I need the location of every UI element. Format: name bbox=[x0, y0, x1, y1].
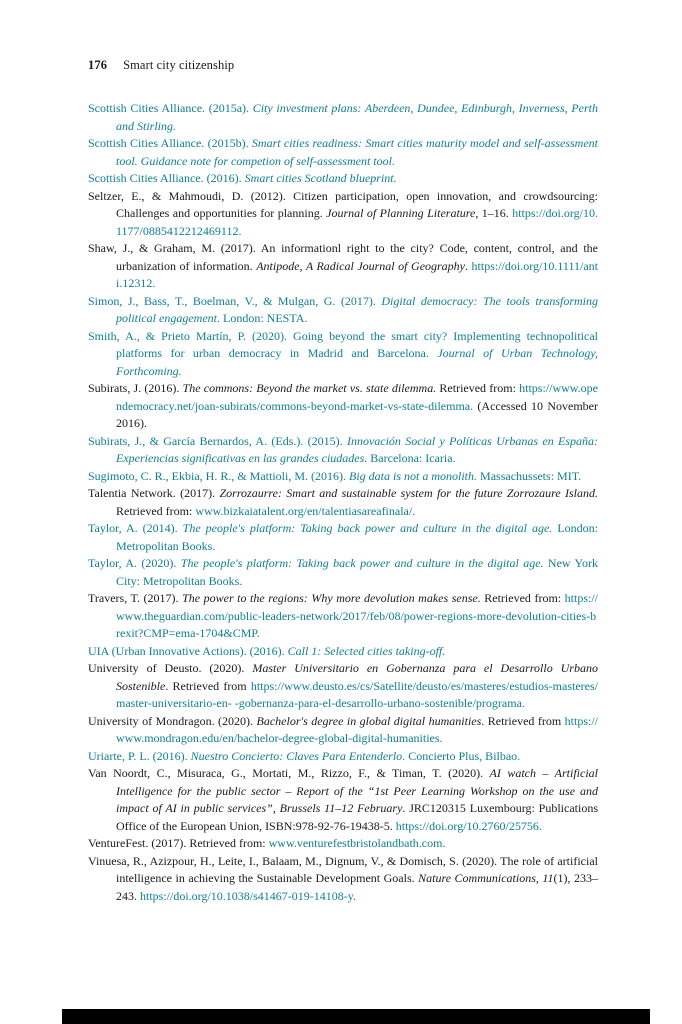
reference-link-text[interactable]: Smart cities readiness: Smart cities maturity model and self-assessment tool. Guidance note for competion of self-assessment tool. bbox=[116, 136, 598, 168]
reference-text: Retrieved from: bbox=[480, 591, 565, 605]
reference-text: Retrieved from: bbox=[116, 503, 196, 518]
reference-text: Nature Communications, 11 bbox=[418, 871, 554, 885]
reference-text: Retrieved from: bbox=[436, 381, 520, 395]
running-title: Smart city citizenship bbox=[123, 58, 235, 72]
reference-text: . JRC120315 Luxembourg: Publications Office of the European Union, ISBN:978-92-76-19438-5. bbox=[116, 801, 598, 833]
reference-link-text[interactable]: London: Metropolitan Books. bbox=[116, 521, 598, 553]
reference-link-text[interactable]: . Concierto Plus, Bilbao. bbox=[402, 748, 521, 763]
reference-text: University of Deusto. (2020). bbox=[88, 661, 253, 675]
reference-text: The commons: Beyond the market vs. state dilemma. bbox=[182, 381, 437, 395]
reference-entry bbox=[88, 765, 598, 835]
reference-link-text[interactable]: Big data is not a monolith. bbox=[349, 468, 478, 483]
reference-link-text[interactable]: UIA (Urban Innovative Actions). (2016). bbox=[88, 643, 288, 658]
reference-text: Van Noordt, C., Misuraca, G., Mortati, M., Rizzo, F., & Timan, T. (2020). bbox=[88, 766, 490, 780]
reference-entry bbox=[88, 240, 598, 293]
reference-link-text[interactable]: Call 1: Selected cities taking-off. bbox=[287, 643, 446, 658]
reference-link-text[interactable]: . Barcelona: Icaria. bbox=[364, 451, 456, 465]
reference-text: (1), 233–243. bbox=[116, 871, 598, 903]
reference-text: The power to the regions: Why more devolution makes sense. bbox=[182, 591, 481, 605]
reference-text: VentureFest. (2017). Retrieved from: bbox=[88, 836, 269, 850]
reference-entry bbox=[88, 100, 598, 135]
reference-entry bbox=[88, 485, 598, 520]
reference-text: , 1–16. bbox=[475, 206, 513, 220]
reference-link-text[interactable]: Simon, J., Bass, T., Boelman, V., & Mulgan, G. (2017). bbox=[88, 293, 382, 308]
reference-url-link[interactable]: www.venturefestbristolandbath.com. bbox=[268, 836, 446, 850]
reference-url-link[interactable]: https://doi.org/10.1111/anti.12312. bbox=[116, 258, 598, 290]
reference-text: . Retrieved from bbox=[165, 678, 251, 693]
reference-entry bbox=[88, 660, 598, 713]
reference-entry bbox=[88, 555, 598, 590]
reference-entry bbox=[88, 433, 598, 468]
reference-link-text[interactable]: Smith, A., & Prieto Martín, P. (2020). Going beyond the smart city? Implementing technopolitical platforms for urban democracy in Madrid and Barcelona. bbox=[88, 328, 598, 360]
reference-link-text[interactable]: Journal of Urban Technology, Forthcoming. bbox=[116, 346, 598, 378]
reference-entry bbox=[88, 643, 598, 661]
reference-link-text[interactable]: City investment plans: Aberdeen, Dundee, Edinburgh, Inverness, Perth and Stirling. bbox=[116, 101, 598, 133]
reference-link-text[interactable]: Taylor, A. (2014). bbox=[88, 521, 183, 535]
reference-link-text[interactable]: Innovación Social y Políticas Urbanas en España: Experiencias significativas en las grandes ciudades bbox=[116, 433, 598, 465]
reference-link-text[interactable]: Scottish Cities Alliance. (2016). bbox=[88, 171, 245, 185]
reference-text: (Accessed 10 November 2016). bbox=[116, 398, 598, 430]
reference-text: Journal of Planning Literature bbox=[326, 206, 476, 220]
reference-entry bbox=[88, 590, 598, 643]
reference-entry bbox=[88, 853, 598, 906]
reference-link-text[interactable]: Sugimoto, C. R., Ekbia, H. R., & Mattioli, M. (2016). bbox=[88, 468, 350, 483]
page-header bbox=[88, 58, 598, 73]
reference-link-text[interactable]: New York City: Metropolitan Books. bbox=[116, 556, 598, 588]
page-number: 176 bbox=[88, 58, 108, 72]
reference-text: . Retrieved from bbox=[481, 713, 565, 728]
reference-entry bbox=[88, 328, 598, 381]
reference-entry bbox=[88, 520, 598, 555]
reference-text: AI watch – Artificial Intelligence for the public sector – Report of the “1st Peer Learning Workshop on the use and impact of AI in public services”, Brussels 11–12 February bbox=[116, 766, 599, 815]
reference-link-text[interactable]: Massachussets: MIT. bbox=[477, 468, 582, 483]
reference-url-link[interactable]: https://www.opendemocracy.net/joan-subirats/commons-beyond-market-vs-state-dilemma. bbox=[116, 381, 598, 413]
reference-entry bbox=[88, 293, 598, 328]
reference-text: Vinuesa, R., Azizpour, H., Leite, I., Balaam, M., Dignum, V., & Domisch, S. (2020). The role of artificial intelligence in achieving the Sustainable Development Goals. bbox=[88, 853, 598, 885]
reference-link-text[interactable]: Nuestro Concierto: Claves Para Entenderlo bbox=[190, 748, 403, 763]
reference-entry bbox=[88, 468, 598, 486]
reference-url-link[interactable]: https://www.mondragon.edu/en/bachelor-degree-global-digital-humanities. bbox=[116, 713, 598, 745]
reference-link-text[interactable]: The people's platform: Taking back power and culture in the digital age. bbox=[182, 521, 553, 535]
bottom-edge-bar bbox=[62, 1009, 650, 1024]
reference-text: Subirats, J. (2016). bbox=[88, 381, 183, 395]
reference-list bbox=[88, 100, 598, 905]
reference-url-link[interactable]: https://www.theguardian.com/public-leaders-network/2017/feb/08/power-regions-more-devolution-cities-brexit?CMP=ema-1704&CMP. bbox=[116, 591, 599, 640]
reference-url-link[interactable]: https://doi.org/10.1177/0885412212469112. bbox=[116, 206, 599, 238]
reference-link-text[interactable]: Uriarte, P. L. (2016). bbox=[88, 748, 191, 763]
reference-text: Talentia Network. (2017). bbox=[88, 486, 220, 500]
reference-entry bbox=[88, 135, 598, 170]
reference-entry bbox=[88, 380, 598, 433]
reference-link-text[interactable]: Subirats, J., & García Bernardos, A. (Eds.). (2015). bbox=[88, 433, 347, 448]
reference-entry bbox=[88, 713, 598, 748]
reference-entry bbox=[88, 835, 598, 853]
reference-text: Shaw, J., & Graham, M. (2017). An informationl right to the city? Code, content, control, and the urbanization of information. bbox=[88, 241, 598, 273]
reference-text: Travers, T. (2017). bbox=[88, 591, 183, 605]
reference-url-link[interactable]: www.bizkaiatalent.org/en/talentiasareafinala/. bbox=[195, 503, 416, 518]
reference-link-text[interactable]: The people's platform: Taking back power and culture in the digital age. bbox=[180, 556, 544, 570]
reference-link-text[interactable]: Smart cities Scotland blueprint. bbox=[244, 171, 397, 185]
reference-link-text[interactable]: Scottish Cities Alliance. (2015b). bbox=[88, 136, 252, 150]
reference-link-text[interactable]: Taylor, A. (2020). bbox=[88, 556, 181, 570]
reference-text: Bachelor's degree in global digital humanities bbox=[256, 713, 482, 728]
reference-text: Seltzer, E., & Mahmoudi, D. (2012). Citizen participation, open innovation, and crowdsourcing: Challenges and opportunities for planning. bbox=[88, 188, 598, 220]
reference-entry bbox=[88, 748, 598, 766]
reference-link-text[interactable]: Scottish Cities Alliance. (2015a). bbox=[88, 101, 253, 115]
reference-link-text[interactable]: . London: NESTA. bbox=[216, 311, 308, 325]
reference-text: Zorrozaurre: Smart and sustainable system for the future Zorrozaure Island. bbox=[219, 486, 598, 500]
reference-entry bbox=[88, 170, 598, 188]
reference-url-link[interactable]: https://doi.org/10.2760/25756. bbox=[395, 818, 542, 833]
reference-url-link[interactable]: https://www.deusto.es/cs/Satellite/deusto/es/masteres/estudios-masteres/master-universitario-en- -gobernanza-para-el-desarrollo-urbano-sostenible/programa. bbox=[116, 678, 598, 710]
reference-text: . bbox=[465, 258, 472, 273]
reference-link-text[interactable]: Digital democracy: The tools transforming political engagement bbox=[116, 293, 598, 325]
reference-text: University of Mondragon. (2020). bbox=[88, 713, 257, 728]
reference-entry bbox=[88, 188, 598, 241]
reference-url-link[interactable]: https://doi.org/10.1038/s41467-019-14108-y. bbox=[140, 888, 356, 903]
reference-text: Antipode, A Radical Journal of Geography bbox=[256, 258, 466, 273]
reference-text: Master Universitario en Gobernanza para el Desarrollo Urbano Sostenible bbox=[116, 661, 598, 693]
